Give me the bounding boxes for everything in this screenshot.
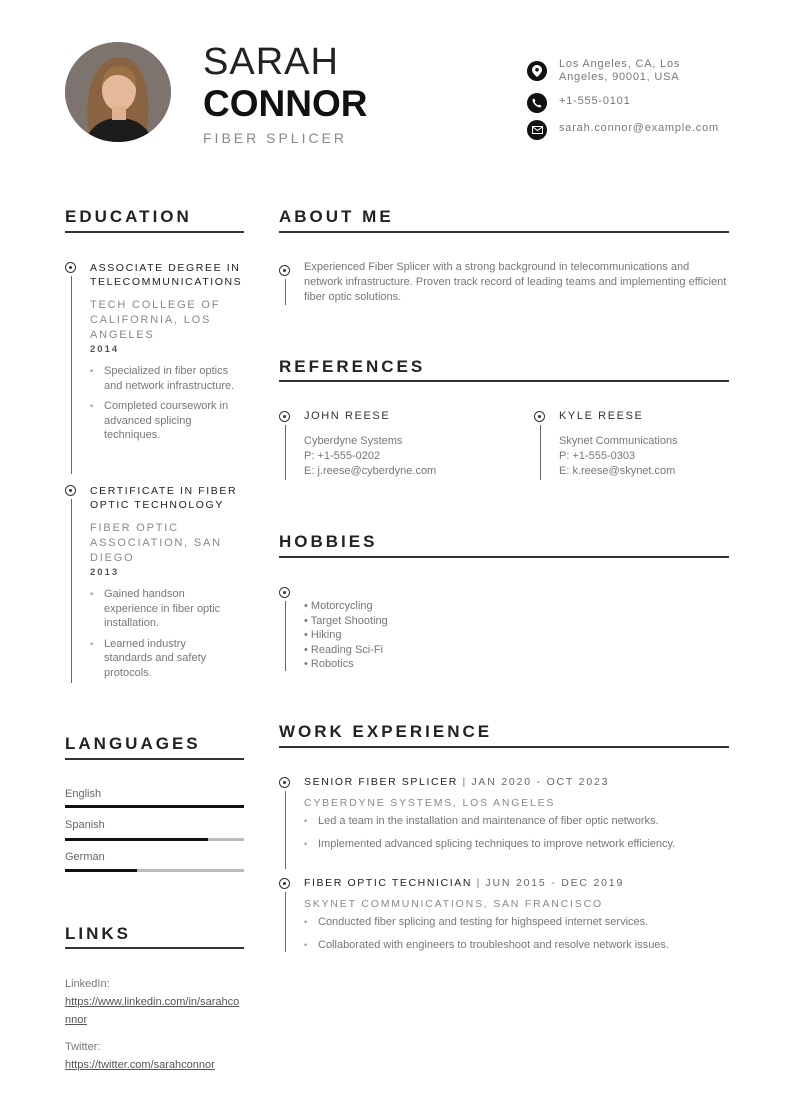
- reference-email: E: k.reese@skynet.com: [559, 464, 676, 477]
- reference-name: JOHN REESE: [304, 410, 391, 422]
- timeline-line: [285, 892, 286, 952]
- list-item: • Reading Sci-Fi: [304, 643, 384, 656]
- language-name: English: [65, 788, 102, 800]
- language-bar-fill: [65, 869, 137, 872]
- hobbies-heading: HOBBIES: [279, 532, 378, 551]
- hobbies-rule: [279, 556, 729, 558]
- reference-item: [304, 410, 524, 478]
- timeline-line: [285, 425, 286, 480]
- timeline-dot-icon: [65, 262, 76, 273]
- timeline-line: [285, 791, 286, 869]
- timeline-dot-icon: [279, 878, 290, 889]
- school-line-2: CALIFORNIA, LOS: [90, 314, 212, 326]
- school-line-3: ANGELES: [90, 329, 155, 341]
- email-text: sarah.connor@example.com: [559, 122, 719, 134]
- timeline-line: [71, 276, 72, 474]
- school-line-1: TECH COLLEGE OF: [90, 299, 221, 311]
- list-item: • Hiking: [304, 629, 342, 641]
- list-item: • Specialized in fiber optics and network infrastructure.: [90, 364, 235, 393]
- list-item: • Conducted fiber splicing and testing for highspeed internet services.: [304, 915, 734, 930]
- list-item: • Collaborated with engineers to troubleshoot and resolve network issues.: [304, 938, 734, 953]
- list-item: • Implemented advanced splicing techniques to improve network efficiency.: [304, 837, 734, 852]
- job-company: CYBERDYNE SYSTEMS, LOS ANGELES: [304, 797, 556, 809]
- about-rule: [279, 231, 729, 233]
- phone-text: +1-555-0101: [559, 95, 631, 107]
- job-bullets: [304, 814, 734, 851]
- language-name: Spanish: [65, 819, 105, 831]
- links-heading: LINKS: [65, 924, 131, 943]
- references-rule: [279, 380, 729, 382]
- timeline-dot-icon: [279, 265, 290, 276]
- profile-photo: [65, 42, 171, 142]
- reference-email: E: j.reese@cyberdyne.com: [304, 464, 437, 477]
- education-year: 2014: [90, 344, 120, 355]
- school-name: [90, 298, 250, 343]
- link-label: Twitter:: [65, 1041, 101, 1053]
- address-line-1: Los Angeles, CA, Los: [559, 58, 681, 70]
- reference-company: Cyberdyne Systems: [304, 435, 403, 447]
- timeline-dot-icon: [65, 485, 76, 496]
- language-bar-fill: [65, 838, 208, 841]
- education-bullets: [90, 587, 235, 680]
- last-name: CONNOR: [203, 83, 368, 124]
- job-heading: [304, 877, 734, 889]
- job-dates: JUN 2015 - DEC 2019: [485, 877, 625, 889]
- location-icon: [527, 61, 547, 81]
- list-item: • Target Shooting: [304, 614, 388, 627]
- education-bullets: [90, 364, 235, 443]
- reference-phone: P: +1-555-0303: [559, 449, 636, 462]
- timeline-dot-icon: [279, 777, 290, 788]
- degree-line-2: TELECOMMUNICATIONS: [90, 276, 243, 288]
- job-title: FIBER SPLICER: [203, 130, 348, 146]
- timeline-line: [540, 425, 541, 480]
- work-heading: WORK EXPERIENCE: [279, 722, 493, 741]
- timeline-line: [71, 499, 72, 683]
- phone-icon: [527, 93, 547, 113]
- email-icon: [527, 120, 547, 140]
- degree-title: [90, 261, 250, 289]
- education-item: [90, 261, 250, 449]
- work-item: [304, 776, 734, 857]
- job-company: SKYNET COMMUNICATIONS, SAN FRANCISCO: [304, 898, 603, 910]
- job-bullets: [304, 915, 734, 952]
- contact-phone: [527, 93, 747, 113]
- list-item: • Gained handson experience in fiber optic installation.: [90, 587, 235, 631]
- list-item: • Learned industry standards and safety protocols.: [90, 637, 235, 681]
- contact-email: [527, 120, 747, 140]
- contact-address: [527, 58, 747, 84]
- degree-line-1: ASSOCIATE DEGREE IN: [90, 262, 241, 274]
- links-rule: [65, 947, 244, 949]
- language-bar: [65, 805, 244, 808]
- address-line-2: Angeles, 90001, USA: [559, 71, 680, 83]
- list-item: • Led a team in the installation and maintenance of fiber optic networks.: [304, 814, 734, 829]
- person-photo-icon: [65, 42, 171, 142]
- school-line-1: FIBER OPTIC: [90, 522, 179, 534]
- link-item: [65, 1040, 255, 1073]
- degree-line-2: OPTIC TECHNOLOGY: [90, 499, 224, 511]
- about-text: Experienced Fiber Splicer with a strong background in telecommunications and network infrastructure. Proven track record of leading teams and implementing efficient fiber optic solutions.: [304, 261, 727, 303]
- job-role: SENIOR FIBER SPLICER: [304, 776, 458, 788]
- timeline-dot-icon: [279, 587, 290, 598]
- reference-item: [559, 410, 739, 478]
- job-separator: |: [462, 776, 467, 788]
- degree-title: [90, 484, 250, 512]
- languages-rule: [65, 758, 244, 760]
- link-label: LinkedIn:: [65, 978, 110, 990]
- language-name: German: [65, 851, 105, 863]
- reference-phone: P: +1-555-0202: [304, 449, 381, 462]
- language-bar-fill: [65, 805, 244, 808]
- school-line-2: ASSOCIATION, SAN: [90, 537, 222, 549]
- school-line-3: DIEGO: [90, 552, 135, 564]
- job-separator: |: [476, 877, 481, 889]
- references-heading: REFERENCES: [279, 357, 426, 376]
- twitter-link[interactable]: https://twitter.com/sarahconnor: [65, 1058, 215, 1071]
- list-item: • Motorcycling: [304, 600, 373, 612]
- education-heading: EDUCATION: [65, 207, 192, 226]
- language-bar: [65, 838, 244, 841]
- degree-line-1: CERTIFICATE IN FIBER: [90, 485, 238, 497]
- education-item: [90, 484, 250, 686]
- timeline-dot-icon: [534, 411, 545, 422]
- reference-name: KYLE REESE: [559, 410, 644, 422]
- hobbies-list: [304, 599, 504, 672]
- job-role: FIBER OPTIC TECHNICIAN: [304, 877, 473, 889]
- language-bar: [65, 869, 244, 872]
- work-rule: [279, 746, 729, 748]
- education-year: 2013: [90, 567, 120, 578]
- timeline-dot-icon: [279, 411, 290, 422]
- linkedin-link[interactable]: https://www.linkedin.com/in/sarahconnor: [65, 995, 240, 1026]
- job-heading: [304, 776, 734, 788]
- reference-company: Skynet Communications: [559, 435, 678, 447]
- work-item: [304, 877, 734, 958]
- timeline-line: [285, 279, 286, 305]
- education-rule: [65, 231, 244, 233]
- about-heading: ABOUT ME: [279, 207, 394, 226]
- school-name: [90, 521, 250, 566]
- link-item: [65, 977, 245, 1028]
- languages-heading: LANGUAGES: [65, 734, 201, 753]
- list-item: • Completed coursework in advanced splicing techniques.: [90, 399, 235, 443]
- job-dates: JAN 2020 - OCT 2023: [471, 776, 610, 788]
- list-item: • Robotics: [304, 658, 354, 670]
- first-name: SARAH: [203, 41, 339, 83]
- timeline-line: [285, 601, 286, 671]
